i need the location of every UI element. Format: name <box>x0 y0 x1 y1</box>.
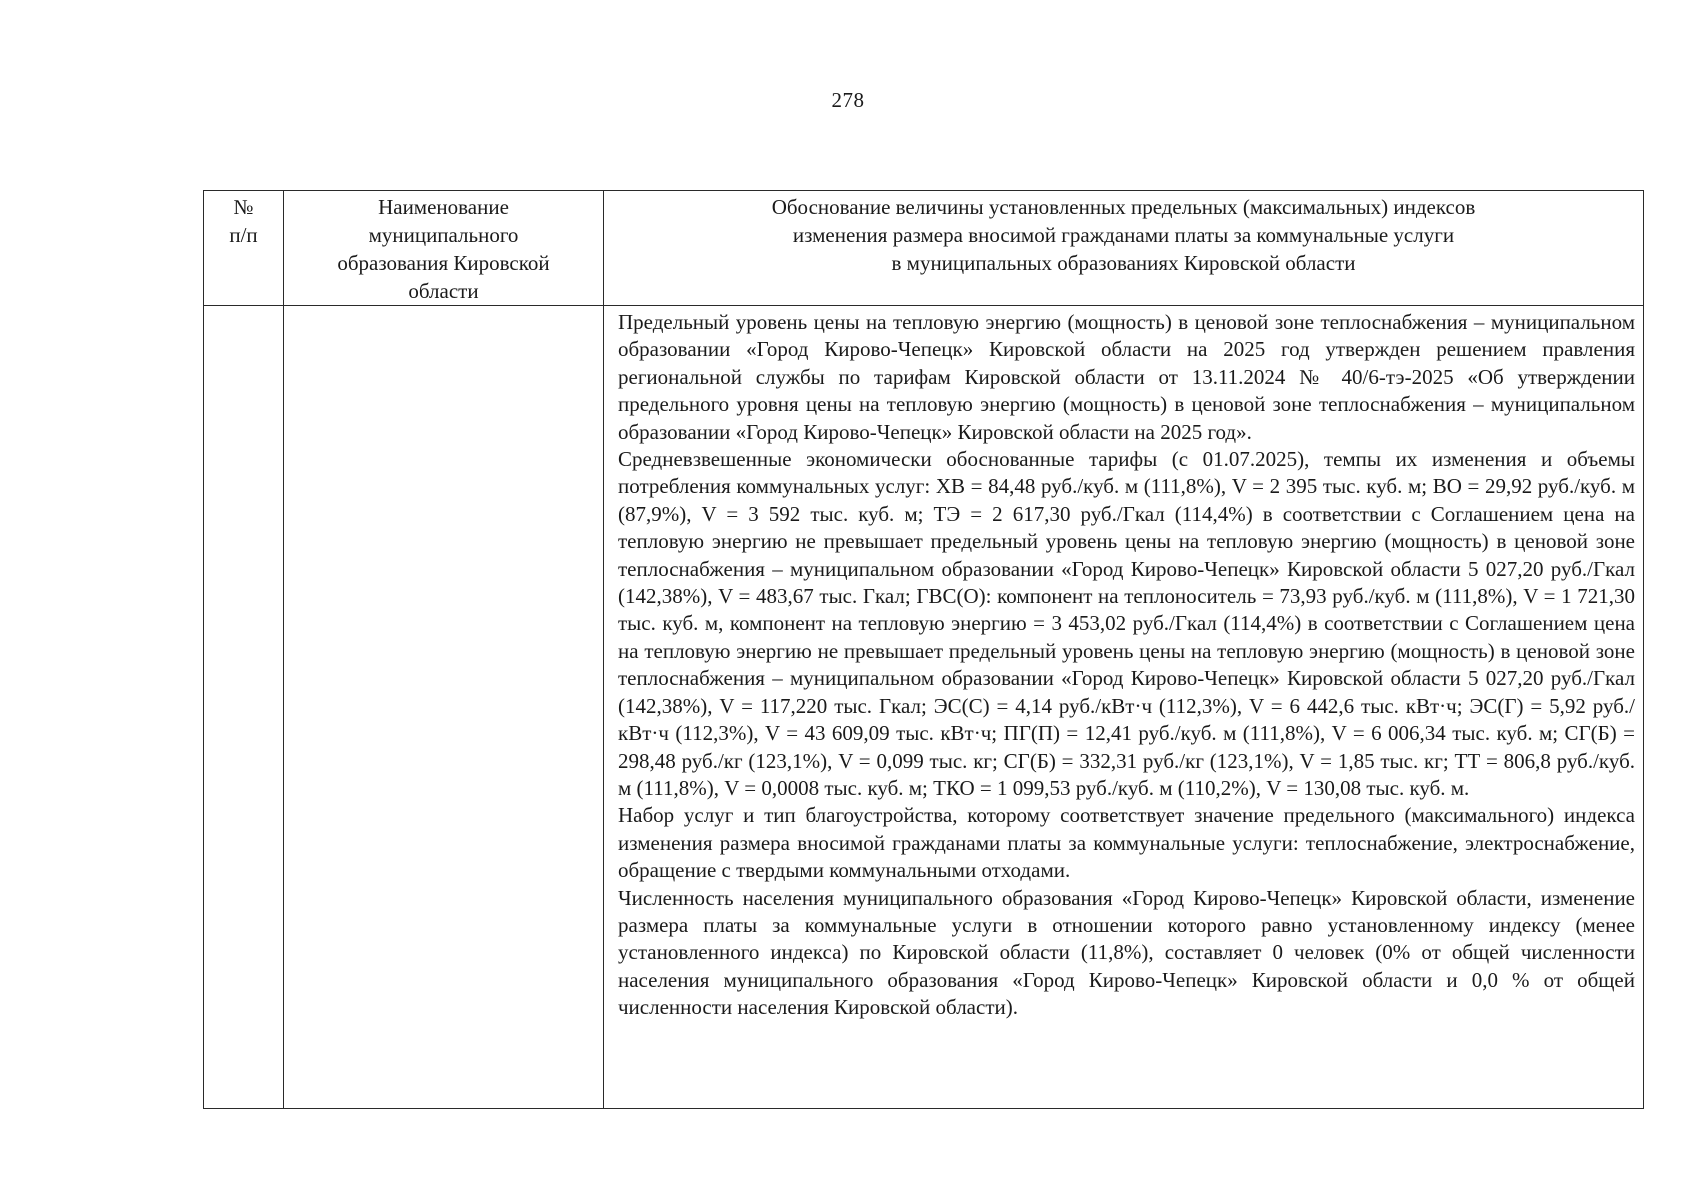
header-justification-line: в муниципальных образованиях Кировской области <box>891 251 1356 275</box>
header-number <box>204 191 284 306</box>
header-municipality <box>284 191 604 306</box>
paragraph-tariffs: Средневзвешенные экономически обоснованные тарифы (с 01.07.2025), темпы их изменения и объемы потребления коммунальных услуг: ХВ = 84,48 руб./куб. м (111,8%), V = 2 395 тыс. куб. м; ВО = 29,92 руб./куб. м (87,9%), V = 3 592 тыс. куб. м; ТЭ = 2 617,30 руб./Гкал (114,4%) в соответствии с Соглашением цена на тепловую энергию не превышает предельный уровень цены на тепловую энергию (мощность) в ценовой зоне теплоснабжения – муниципальном образовании «Город Кирово-Чепецк» Кировской области 5 027,20 руб./Гкал (142,38%), V = 483,67 тыс. Гкал; ГВС(О): компонент на теплоноситель = 73,93 руб./куб. м (111,8%), V = 1 721,30 тыс. куб. м, компонент на тепловую энергию = 3 453,02 руб./Гкал (114,4%) в соответствии с Соглашением цена на тепловую энергию не превышает предельный уровень цены на тепловую энергию (мощность) в ценовой зоне теплоснабжения – муниципальном образовании «Город Кирово-Чепецк» Кировской области 5 027,20 руб./Гкал (142,38%), V = 117,220 тыс. Гкал; ЭС(С) = 4,14 руб./кВт·ч (112,3%), V = 6 442,6 тыс. кВт·ч; ЭС(Г) = 5,92 руб./кВт·ч (112,3%), V = 43 609,09 тыс. кВт·ч; ПГ(П) = 12,41 руб./куб. м (111,8%), V = 6 006,34 тыс. куб. м; СГ(Б) = 298,48 руб./кг (123,1%), V = 0,099 тыс. кг; СГ(Б) = 332,31 руб./кг (123,1%), V = 1,85 тыс. кг; ТТ = 806,8 руб./куб. м (111,8%), V = 0,0008 тыс. куб. м; ТКО = 1 099,53 руб./куб. м (110,2%), V = 130,08 тыс. куб. м. <box>618 447 1635 800</box>
header-justification-line: Обоснование величины установленных предельных (максимальных) индексов <box>771 195 1476 219</box>
header-municipality-line: области <box>408 279 479 303</box>
tariff-table <box>203 190 1644 1109</box>
cell-municipality <box>284 306 604 1109</box>
header-municipality-line: Наименование <box>378 195 509 219</box>
paragraph-price-cap: Предельный уровень цены на тепловую энергию (мощность) в ценовой зоне теплоснабжения – муниципальном образовании «Город Кирово-Чепецк» Кировской области на 2025 год утвержден решением правления региональной службы по тарифам Кировской области от 13.11.2024 № 40/6-тэ-2025 «Об утверждении предельного уровня цены на тепловую энергию (мощность) в ценовой зоне теплоснабжения – муниципальном образовании «Город Кирово-Чепецк» Кировской области на 2025 год». <box>618 310 1635 444</box>
table-header-row <box>204 191 1644 306</box>
header-number-line: № <box>233 195 254 219</box>
table-row <box>204 306 1644 1109</box>
header-justification-line: изменения размера вносимой гражданами платы за коммунальные услуги <box>792 223 1455 247</box>
page-number: 278 <box>831 88 865 112</box>
cell-justification <box>604 306 1644 1109</box>
header-justification <box>604 191 1644 306</box>
header-municipality-line: образования Кировской <box>337 251 550 275</box>
header-municipality-line: муниципального <box>368 223 519 247</box>
paragraph-services: Набор услуг и тип благоустройства, которому соответствует значение предельного (максимального) индекса изменения размера вносимой гражданами платы за коммунальные услуги: теплоснабжение, электроснабжение, обращение с твердыми коммунальными отходами. <box>618 803 1635 883</box>
header-number-line: п/п <box>229 223 258 247</box>
paragraph-population: Численность населения муниципального образования «Город Кирово-Чепецк» Кировской области, изменение размера платы за коммунальные услуги в отношении которого равно установленному индексу (менее установленного индекса) по Кировской области (11,8%), составляет 0 человек (0% от общей численности населения муниципального образования «Город Кирово-Чепецк» Кировской области и 0,0 % от общей численности населения Кировской области). <box>618 885 1635 1020</box>
cell-number <box>204 306 284 1109</box>
